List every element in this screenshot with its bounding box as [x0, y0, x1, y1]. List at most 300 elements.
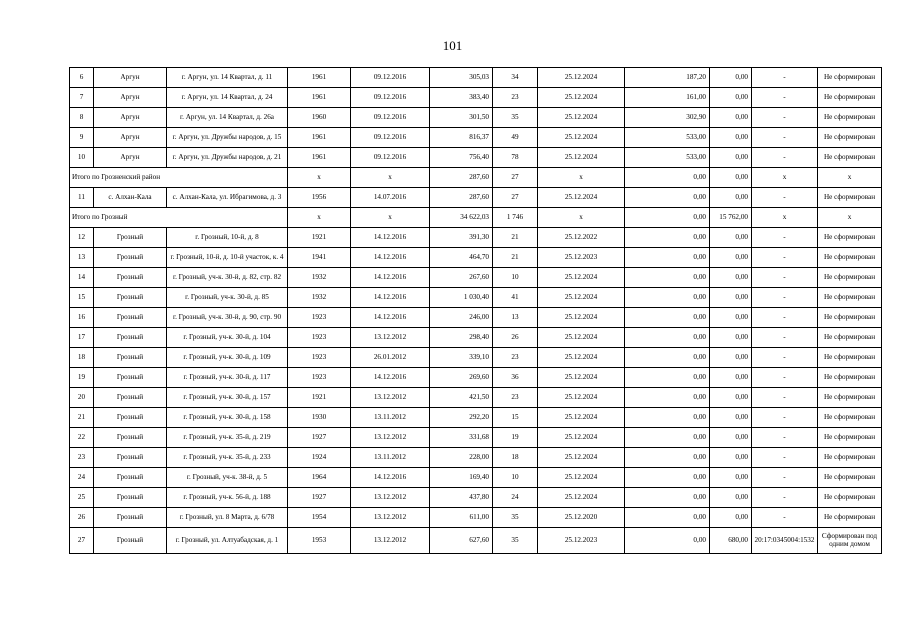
cell-year-built: 1930 — [288, 408, 351, 428]
cell-date: 14.12.2016 — [351, 308, 430, 328]
cell-year-built: 1921 — [288, 228, 351, 248]
cell-year-built: 1961 — [288, 148, 351, 168]
cell-amount-b: 0,00 — [710, 288, 752, 308]
cell-amount-b: 680,00 — [710, 528, 752, 554]
cell-cadastral-number: - — [752, 68, 818, 88]
cell-deadline-date: 25.12.2024 — [538, 488, 625, 508]
cell-status: Не сформирован — [818, 308, 882, 328]
cell-status: Не сформирован — [818, 328, 882, 348]
cell-amount-a: 0,00 — [625, 508, 710, 528]
cell-date: 14.12.2016 — [351, 268, 430, 288]
cell-address: г. Грозный, ул. Алтуабадская, д. 1 — [167, 528, 288, 554]
total-row — [70, 168, 882, 188]
total-label: Итого по Грозненский район — [70, 168, 288, 188]
cell-area: 298,40 — [430, 328, 493, 348]
cell-address: г. Грозный, уч-к. 30-й, д. 82, стр. 82 — [167, 268, 288, 288]
cell-cadastral-number: - — [752, 508, 818, 528]
cell-deadline-date: 25.12.2024 — [538, 188, 625, 208]
cell-deadline-date: 25.12.2024 — [538, 468, 625, 488]
cell-row-number: 20 — [70, 388, 94, 408]
cell-area: 269,60 — [430, 368, 493, 388]
cell-address: г. Аргун, ул. Дружбы народов, д. 15 — [167, 128, 288, 148]
cell-amount-a: 0,00 — [625, 208, 710, 228]
cell-locality: Грозный — [94, 468, 167, 488]
cell-locality: Грозный — [94, 428, 167, 448]
table-row — [70, 368, 882, 388]
cell-deadline-date: 25.12.2024 — [538, 88, 625, 108]
cell-address: г. Грозный, уч-к. 30-й, д. 158 — [167, 408, 288, 428]
table-row — [70, 328, 882, 348]
cell-year-built: 1923 — [288, 348, 351, 368]
cell-cadastral-number: - — [752, 388, 818, 408]
cell-cadastral-number: - — [752, 148, 818, 168]
cell-row-number: 8 — [70, 108, 94, 128]
cell-row-number: 11 — [70, 188, 94, 208]
cell-date: 09.12.2016 — [351, 148, 430, 168]
cell-amount-a: 302,90 — [625, 108, 710, 128]
cell-residents: 26 — [493, 328, 538, 348]
cell-status: Не сформирован — [818, 88, 882, 108]
cell-status: Не сформирован — [818, 248, 882, 268]
table-row — [70, 148, 882, 168]
cell-residents: 24 — [493, 488, 538, 508]
cell-year-built: 1956 — [288, 188, 351, 208]
cell-area: 391,30 — [430, 228, 493, 248]
cell-residents: 13 — [493, 308, 538, 328]
cell-amount-b: 0,00 — [710, 228, 752, 248]
cell-row-number: 7 — [70, 88, 94, 108]
cell-cadastral-number: - — [752, 448, 818, 468]
cell-cadastral-number: - — [752, 488, 818, 508]
cell-amount-a: 0,00 — [625, 428, 710, 448]
cell-amount-a: 0,00 — [625, 368, 710, 388]
cell-deadline-date: x — [538, 168, 625, 188]
cell-deadline-date: 25.12.2023 — [538, 248, 625, 268]
cell-date: 26.01.2012 — [351, 348, 430, 368]
cell-amount-b: 0,00 — [710, 388, 752, 408]
cell-date: 13.12.2012 — [351, 508, 430, 528]
cell-area: 228,00 — [430, 448, 493, 468]
cell-address: с. Алхан-Кала, ул. Ибрагимова, д. 3 — [167, 188, 288, 208]
cell-date: 09.12.2016 — [351, 88, 430, 108]
cell-locality: Грозный — [94, 528, 167, 554]
cell-status: Не сформирован — [818, 488, 882, 508]
cell-amount-b: 0,00 — [710, 248, 752, 268]
cell-cadastral-number: - — [752, 188, 818, 208]
cell-amount-a: 0,00 — [625, 168, 710, 188]
table-row — [70, 128, 882, 148]
cell-year-built: 1954 — [288, 508, 351, 528]
cell-area: 267,60 — [430, 268, 493, 288]
cell-address: г. Аргун, ул. Дружбы народов, д. 21 — [167, 148, 288, 168]
cell-address: г. Грозный, уч-к. 30-й, д. 85 — [167, 288, 288, 308]
cell-amount-b: 0,00 — [710, 128, 752, 148]
cell-amount-a: 0,00 — [625, 188, 710, 208]
cell-row-number: 6 — [70, 68, 94, 88]
cell-status: Сформирован под одним домом — [818, 528, 882, 554]
cell-row-number: 21 — [70, 408, 94, 428]
table-row — [70, 68, 882, 88]
cell-deadline-date: x — [538, 208, 625, 228]
cell-deadline-date: 25.12.2024 — [538, 388, 625, 408]
cell-row-number: 9 — [70, 128, 94, 148]
cell-locality: Аргун — [94, 128, 167, 148]
cell-address: г. Грозный, 10-й, д. 8 — [167, 228, 288, 248]
cell-residents: 23 — [493, 348, 538, 368]
cell-locality: Грозный — [94, 268, 167, 288]
total-row — [70, 208, 882, 228]
cell-amount-b: 0,00 — [710, 428, 752, 448]
cell-locality: Грозный — [94, 308, 167, 328]
cell-status: Не сформирован — [818, 108, 882, 128]
cell-amount-a: 0,00 — [625, 468, 710, 488]
table-row — [70, 388, 882, 408]
cell-deadline-date: 25.12.2020 — [538, 508, 625, 528]
housing-register-table — [69, 67, 882, 554]
cell-year-built: 1964 — [288, 468, 351, 488]
cell-year-built: 1961 — [288, 128, 351, 148]
table-body — [70, 68, 882, 554]
cell-row-number: 17 — [70, 328, 94, 348]
cell-date: 13.12.2012 — [351, 488, 430, 508]
cell-row-number: 13 — [70, 248, 94, 268]
cell-amount-b: 0,00 — [710, 68, 752, 88]
cell-cadastral-number: - — [752, 128, 818, 148]
cell-address: г. Грозный, уч-к. 30-й, д. 90, стр. 90 — [167, 308, 288, 328]
cell-locality: Грозный — [94, 408, 167, 428]
cell-locality: Грозный — [94, 228, 167, 248]
cell-deadline-date: 25.12.2024 — [538, 288, 625, 308]
cell-deadline-date: 25.12.2024 — [538, 68, 625, 88]
cell-deadline-date: 25.12.2024 — [538, 428, 625, 448]
cell-locality: Грозный — [94, 448, 167, 468]
cell-deadline-date: 25.12.2024 — [538, 448, 625, 468]
cell-date: 14.07.2016 — [351, 188, 430, 208]
cell-amount-a: 0,00 — [625, 248, 710, 268]
table-row — [70, 88, 882, 108]
cell-status: Не сформирован — [818, 368, 882, 388]
cell-date: 13.11.2012 — [351, 408, 430, 428]
cell-date: 14.12.2016 — [351, 288, 430, 308]
cell-amount-a: 0,00 — [625, 408, 710, 428]
cell-amount-b: 0,00 — [710, 148, 752, 168]
cell-area: 246,00 — [430, 308, 493, 328]
cell-status: Не сформирован — [818, 428, 882, 448]
cell-address: г. Аргун, ул. 14 Квартал, д. 26а — [167, 108, 288, 128]
cell-amount-a: 187,20 — [625, 68, 710, 88]
cell-amount-a: 533,00 — [625, 148, 710, 168]
cell-locality: Аргун — [94, 108, 167, 128]
cell-residents: 1 746 — [493, 208, 538, 228]
cell-area: 339,10 — [430, 348, 493, 368]
cell-area: 816,37 — [430, 128, 493, 148]
cell-address: г. Аргун, ул. 14 Квартал, д. 11 — [167, 68, 288, 88]
cell-status: Не сформирован — [818, 388, 882, 408]
cell-area: 301,50 — [430, 108, 493, 128]
table-row — [70, 448, 882, 468]
cell-residents: 27 — [493, 188, 538, 208]
cell-amount-a: 0,00 — [625, 488, 710, 508]
cell-date: 14.12.2016 — [351, 468, 430, 488]
cell-residents: 23 — [493, 88, 538, 108]
cell-amount-a: 0,00 — [625, 328, 710, 348]
table-row — [70, 528, 882, 554]
cell-cadastral-number: - — [752, 228, 818, 248]
cell-locality: Грозный — [94, 288, 167, 308]
cell-cadastral-number: - — [752, 408, 818, 428]
cell-year-built: 1927 — [288, 488, 351, 508]
cell-area: 611,00 — [430, 508, 493, 528]
cell-row-number: 26 — [70, 508, 94, 528]
cell-year-built: 1941 — [288, 248, 351, 268]
cell-amount-b: 0,00 — [710, 268, 752, 288]
cell-amount-a: 0,00 — [625, 448, 710, 468]
cell-year-built: 1932 — [288, 288, 351, 308]
cell-row-number: 23 — [70, 448, 94, 468]
cell-locality: с. Алхан-Кала — [94, 188, 167, 208]
cell-amount-a: 0,00 — [625, 388, 710, 408]
cell-year-built: 1927 — [288, 428, 351, 448]
cell-deadline-date: 25.12.2024 — [538, 308, 625, 328]
cell-status: x — [818, 208, 882, 228]
cell-area: 34 622,03 — [430, 208, 493, 228]
cell-address: г. Грозный, уч-к. 30-й, д. 109 — [167, 348, 288, 368]
cell-year-built: 1961 — [288, 68, 351, 88]
table-row — [70, 248, 882, 268]
cell-residents: 21 — [493, 248, 538, 268]
cell-row-number: 10 — [70, 148, 94, 168]
table-row — [70, 188, 882, 208]
cell-address: г. Грозный, уч-к. 35-й, д. 233 — [167, 448, 288, 468]
cell-residents: 18 — [493, 448, 538, 468]
cell-row-number: 22 — [70, 428, 94, 448]
cell-date: 14.12.2016 — [351, 248, 430, 268]
cell-locality: Грозный — [94, 248, 167, 268]
cell-status: Не сформирован — [818, 148, 882, 168]
cell-area: 287,60 — [430, 188, 493, 208]
cell-status: Не сформирован — [818, 228, 882, 248]
cell-row-number: 18 — [70, 348, 94, 368]
cell-residents: 21 — [493, 228, 538, 248]
cell-year-built: 1921 — [288, 388, 351, 408]
cell-cadastral-number: - — [752, 368, 818, 388]
cell-deadline-date: 25.12.2024 — [538, 268, 625, 288]
cell-row-number: 19 — [70, 368, 94, 388]
cell-residents: 36 — [493, 368, 538, 388]
cell-locality: Грозный — [94, 488, 167, 508]
cell-amount-a: 0,00 — [625, 528, 710, 554]
cell-year-built: 1923 — [288, 368, 351, 388]
cell-row-number: 14 — [70, 268, 94, 288]
cell-area: 464,70 — [430, 248, 493, 268]
cell-status: Не сформирован — [818, 348, 882, 368]
cell-residents: 34 — [493, 68, 538, 88]
cell-year-built: 1923 — [288, 308, 351, 328]
cell-amount-a: 0,00 — [625, 268, 710, 288]
cell-area: 287,60 — [430, 168, 493, 188]
cell-year-built: 1932 — [288, 268, 351, 288]
cell-locality: Аргун — [94, 148, 167, 168]
cell-year-built: 1953 — [288, 528, 351, 554]
cell-amount-b: 0,00 — [710, 488, 752, 508]
total-label: Итого по Грозный — [70, 208, 288, 228]
cell-amount-b: 0,00 — [710, 508, 752, 528]
cell-locality: Грозный — [94, 328, 167, 348]
cell-amount-b: 0,00 — [710, 348, 752, 368]
cell-deadline-date: 25.12.2024 — [538, 368, 625, 388]
cell-date: x — [351, 168, 430, 188]
cell-residents: 15 — [493, 408, 538, 428]
cell-amount-b: 0,00 — [710, 328, 752, 348]
cell-address: г. Грозный, уч-к. 30-й, д. 157 — [167, 388, 288, 408]
table-row — [70, 408, 882, 428]
cell-locality: Грозный — [94, 388, 167, 408]
cell-amount-b: 0,00 — [710, 408, 752, 428]
cell-year-built: x — [288, 168, 351, 188]
cell-locality: Грозный — [94, 348, 167, 368]
cell-status: Не сформирован — [818, 508, 882, 528]
cell-status: Не сформирован — [818, 468, 882, 488]
cell-amount-a: 0,00 — [625, 308, 710, 328]
cell-address: г. Грозный, 10-й, д. 10-й участок, к. 4 — [167, 248, 288, 268]
table-row — [70, 308, 882, 328]
cell-area: 756,40 — [430, 148, 493, 168]
cell-address: г. Грозный, уч-к. 38-й, д. 5 — [167, 468, 288, 488]
cell-area: 627,60 — [430, 528, 493, 554]
cell-date: 09.12.2016 — [351, 128, 430, 148]
cell-row-number: 15 — [70, 288, 94, 308]
cell-deadline-date: 25.12.2024 — [538, 328, 625, 348]
cell-cadastral-number: - — [752, 328, 818, 348]
table-row — [70, 108, 882, 128]
cell-cadastral-number: x — [752, 168, 818, 188]
cell-date: 14.12.2016 — [351, 228, 430, 248]
cell-row-number: 12 — [70, 228, 94, 248]
cell-deadline-date: 25.12.2022 — [538, 228, 625, 248]
cell-deadline-date: 25.12.2024 — [538, 108, 625, 128]
table-row — [70, 428, 882, 448]
cell-residents: 19 — [493, 428, 538, 448]
cell-row-number: 25 — [70, 488, 94, 508]
cell-cadastral-number: - — [752, 248, 818, 268]
cell-year-built: x — [288, 208, 351, 228]
cell-address: г. Грозный, уч-к. 35-й, д. 219 — [167, 428, 288, 448]
cell-deadline-date: 25.12.2024 — [538, 348, 625, 368]
cell-residents: 23 — [493, 388, 538, 408]
cell-amount-b: 0,00 — [710, 108, 752, 128]
cell-cadastral-number: - — [752, 308, 818, 328]
cell-amount-a: 533,00 — [625, 128, 710, 148]
cell-area: 421,50 — [430, 388, 493, 408]
cell-date: 13.12.2012 — [351, 328, 430, 348]
cell-residents: 10 — [493, 468, 538, 488]
cell-cadastral-number: - — [752, 88, 818, 108]
cell-residents: 10 — [493, 268, 538, 288]
cell-cadastral-number: 20:17:0345004:1532 — [752, 528, 818, 554]
cell-status: Не сформирован — [818, 128, 882, 148]
cell-amount-a: 0,00 — [625, 228, 710, 248]
cell-cadastral-number: - — [752, 428, 818, 448]
cell-residents: 35 — [493, 528, 538, 554]
cell-status: x — [818, 168, 882, 188]
cell-locality: Аргун — [94, 68, 167, 88]
cell-row-number: 27 — [70, 528, 94, 554]
table-row — [70, 508, 882, 528]
cell-date: 14.12.2016 — [351, 368, 430, 388]
cell-address: г. Аргун, ул. 14 Квартал, д. 24 — [167, 88, 288, 108]
cell-date: 09.12.2016 — [351, 108, 430, 128]
table-row — [70, 348, 882, 368]
cell-date: 13.12.2012 — [351, 528, 430, 554]
cell-amount-b: 0,00 — [710, 88, 752, 108]
table-row — [70, 228, 882, 248]
cell-amount-b: 0,00 — [710, 188, 752, 208]
cell-amount-a: 161,00 — [625, 88, 710, 108]
cell-area: 331,68 — [430, 428, 493, 448]
cell-residents: 49 — [493, 128, 538, 148]
cell-date: 09.12.2016 — [351, 68, 430, 88]
cell-amount-b: 0,00 — [710, 368, 752, 388]
cell-year-built: 1960 — [288, 108, 351, 128]
cell-area: 1 030,40 — [430, 288, 493, 308]
cell-locality: Грозный — [94, 368, 167, 388]
cell-residents: 41 — [493, 288, 538, 308]
cell-deadline-date: 25.12.2024 — [538, 408, 625, 428]
page-number: 101 — [442, 38, 463, 53]
cell-residents: 35 — [493, 108, 538, 128]
cell-status: Не сформирован — [818, 68, 882, 88]
cell-cadastral-number: - — [752, 348, 818, 368]
cell-cadastral-number: x — [752, 208, 818, 228]
cell-residents: 27 — [493, 168, 538, 188]
cell-row-number: 16 — [70, 308, 94, 328]
cell-locality: Аргун — [94, 88, 167, 108]
cell-year-built: 1924 — [288, 448, 351, 468]
cell-area: 305,03 — [430, 68, 493, 88]
cell-amount-b: 15 762,00 — [710, 208, 752, 228]
cell-cadastral-number: - — [752, 288, 818, 308]
cell-date: 13.12.2012 — [351, 428, 430, 448]
table-row — [70, 488, 882, 508]
cell-status: Не сформирован — [818, 188, 882, 208]
cell-status: Не сформирован — [818, 288, 882, 308]
cell-amount-a: 0,00 — [625, 348, 710, 368]
cell-residents: 35 — [493, 508, 538, 528]
cell-row-number: 24 — [70, 468, 94, 488]
cell-address: г. Грозный, уч-к. 30-й, д. 117 — [167, 368, 288, 388]
cell-cadastral-number: - — [752, 468, 818, 488]
cell-residents: 78 — [493, 148, 538, 168]
table-row — [70, 468, 882, 488]
cell-amount-b: 0,00 — [710, 168, 752, 188]
cell-deadline-date: 25.12.2023 — [538, 528, 625, 554]
cell-area: 437,80 — [430, 488, 493, 508]
cell-amount-b: 0,00 — [710, 468, 752, 488]
cell-locality: Грозный — [94, 508, 167, 528]
cell-date: x — [351, 208, 430, 228]
cell-address: г. Грозный, ул. 8 Марта, д. 6/78 — [167, 508, 288, 528]
cell-status: Не сформирован — [818, 268, 882, 288]
cell-date: 13.11.2012 — [351, 448, 430, 468]
cell-amount-b: 0,00 — [710, 308, 752, 328]
table-row — [70, 288, 882, 308]
cell-area: 169,40 — [430, 468, 493, 488]
cell-area: 383,40 — [430, 88, 493, 108]
cell-status: Не сформирован — [818, 408, 882, 428]
cell-date: 13.12.2012 — [351, 388, 430, 408]
cell-status: Не сформирован — [818, 448, 882, 468]
cell-address: г. Грозный, уч-к. 56-й, д. 188 — [167, 488, 288, 508]
